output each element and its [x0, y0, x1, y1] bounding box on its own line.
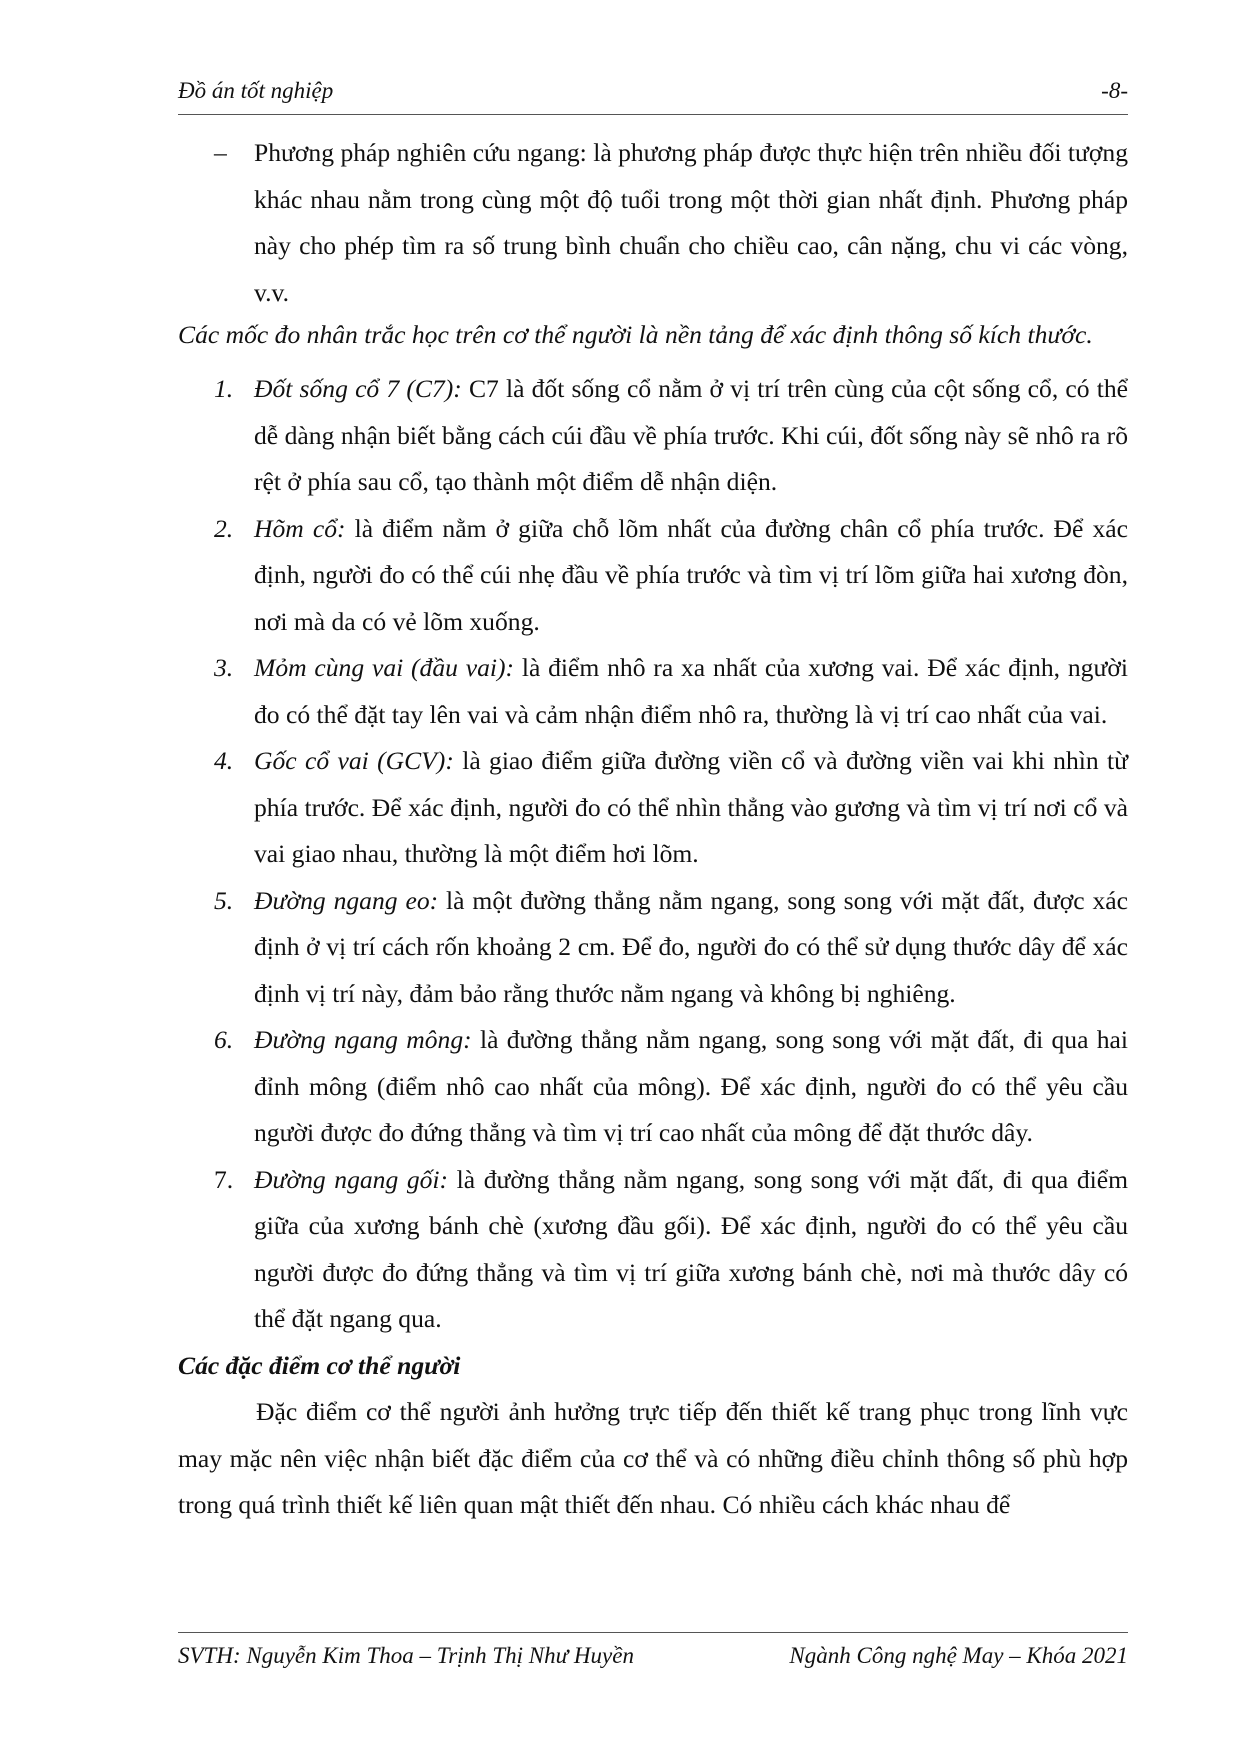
- list-term: Đường ngang gối:: [254, 1164, 449, 1194]
- list-term: Hõm cổ:: [254, 513, 346, 543]
- bullet-dash: –: [214, 138, 227, 167]
- list-term: Đốt sống cổ 7 (C7):: [254, 374, 462, 403]
- page-content: [178, 130, 1128, 1529]
- list-item-4: [178, 738, 1128, 878]
- intro-bullet: [178, 130, 1128, 316]
- list-item-1: [178, 366, 1128, 506]
- list-text: là điểm nằm ở giữa chỗ lõm nhất của đường chân cổ phía trước. Để xác định, người đo có thể cúi nhẹ đầu về phía trước và tìm vị trí lõm giữa hai xương đòn, nơi mà da có vẻ lõm xuống.: [254, 513, 1128, 636]
- list-number: 5.: [214, 885, 234, 915]
- list-term: Đường ngang mông:: [254, 1025, 472, 1054]
- list-number: 2.: [214, 513, 234, 543]
- list-text: C7 là đốt sống cổ nằm ở vị trí trên cùng của cột sống cổ, có thể dễ dàng nhận biết bằng cách cúi đầu về phía trước. Khi cúi, đốt sống này sẽ nhô ra rõ rệt ở phía sau cổ, tạo thành một điểm dễ nhận diện.: [254, 374, 1128, 496]
- list-number: 3.: [214, 653, 234, 682]
- list-text: là đường thẳng nằm ngang, song song với mặt đất, đi qua điểm giữa của xương bánh chè (xương đầu gối). Để xác định, người đo có thể yêu cầu người được đo đứng thẳng và tìm vị trí giữa xương bánh chè, nơi mà thước dây có thể đặt ngang qua.: [254, 1164, 1128, 1333]
- list-text: là giao điểm giữa đường viền cổ và đường viền vai khi nhìn từ phía trước. Để xác định, người đo có thể nhìn thẳng vào gương và tìm vị trí nơi cổ và vai giao nhau, thường là một điểm hơi lõm.: [254, 746, 1129, 868]
- list-number: 6.: [214, 1025, 234, 1054]
- list-item-6: [178, 1017, 1128, 1157]
- list-text: là điểm nhô ra xa nhất của xương vai. Để xác định, người đo có thể đặt tay lên vai và cảm nhận điểm nhô ra, thường là vị trí cao nhất của vai.: [254, 653, 1128, 729]
- italic-intro: Các mốc đo nhân trắc học trên cơ thể người là nền tảng để xác định thông số kích thước.: [178, 320, 1093, 349]
- footer-authors: SVTH: Nguyễn Kim Thoa – Trịnh Thị Như Huyền: [178, 1643, 634, 1668]
- list-text: là một đường thẳng nằm ngang, song song với mặt đất, được xác định ở vị trí cách rốn khoảng 2 cm. Để đo, người đo có thể sử dụng thước dây để xác định vị trí này, đảm bảo rằng thước nằm ngang và không bị nghiêng.: [254, 885, 1129, 1008]
- list-term: Mỏm cùng vai (đầu vai):: [254, 653, 515, 682]
- list-term: Đường ngang eo:: [254, 885, 439, 915]
- page-footer: [178, 1632, 1128, 1673]
- list-number: 7.: [214, 1164, 234, 1194]
- list-item-3: [178, 645, 1128, 738]
- page-number: -8-: [1101, 78, 1128, 103]
- footer-program: Ngành Công nghệ May – Khóa 2021: [789, 1643, 1128, 1668]
- page-header: [178, 74, 1128, 115]
- list-number: 1.: [214, 374, 234, 403]
- list-item-2: [178, 506, 1128, 646]
- section-heading: Các đặc điểm cơ thể người: [178, 1350, 461, 1380]
- list-text: là đường thẳng nằm ngang, song song với mặt đất, đi qua hai đỉnh mông (điểm nhô cao nhất của mông). Để xác định, người đo có thể yêu cầu người được đo đứng thẳng và tìm vị trí cao nhất của mông để đặt thước dây.: [254, 1025, 1128, 1147]
- list-item-5: [178, 878, 1128, 1018]
- intro-bullet-text: Phương pháp nghiên cứu ngang: là phương pháp được thực hiện trên nhiều đối tượng khác nhau nằm trong cùng một độ tuổi trong một thời gian nhất định. Phương pháp này cho phép tìm ra số trung bình chuẩn cho chiều cao, cân nặng, chu vi các vòng, v.v.: [254, 138, 1128, 307]
- list-number: 4.: [214, 746, 234, 775]
- list-item-7: [178, 1157, 1128, 1343]
- list-term: Gốc cổ vai (GCV):: [254, 746, 454, 775]
- section-paragraph: Đặc điểm cơ thể người ảnh hưởng trực tiếp đến thiết kế trang phục trong lĩnh vực may mặc nên việc nhận biết đặc điểm của cơ thể và có những điều chỉnh thông số phù hợp trong quá trình thiết kế liên quan mật thiết đến nhau. Có nhiều cách khác nhau để: [178, 1397, 1128, 1519]
- header-title: Đồ án tốt nghiệp: [178, 78, 334, 103]
